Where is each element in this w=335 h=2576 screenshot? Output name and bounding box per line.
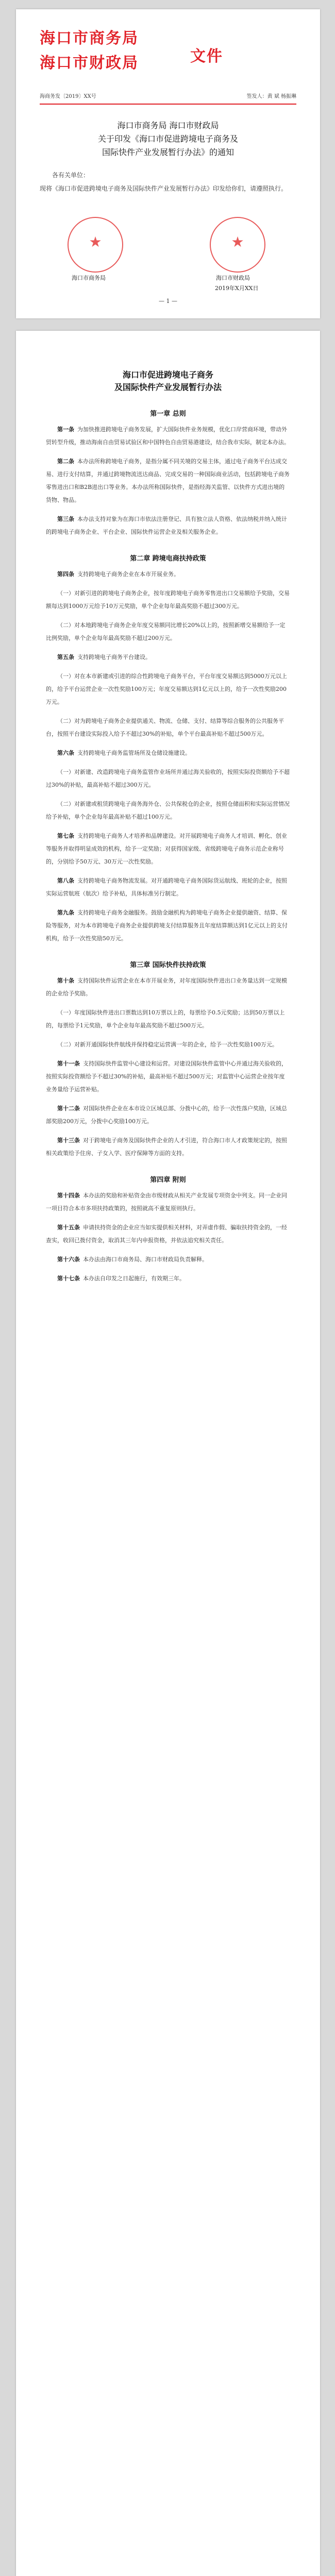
article-text: 本办法所称跨境电子商务，是指分属不同关境的交易主体，通过电子商务平台达成交易、进行支付结算，并通过跨境物流送达商品、完成交易的一种国际商业活动，包括跨境电子商务零售进出口和B2B进出口等业务。本办法所称国际快件，是指经海关监管、以快件方式进出境的货物、物品。	[46, 458, 290, 503]
notice-body-text: 各有关单位： 现将《海口市促进跨境电子商务及国际快件产业发展暂行办法》印发给你们，请遵照执行。	[40, 172, 288, 192]
article-text: 支持跨境电子商务金融服务。鼓励金融机构为跨境电子商务企业提供融资、结算、保险等服务，对为本市跨境电子商务企业提供跨境支付结算服务且年度结算额达到1亿元以上的支付机构，给予一次性奖励50万元。	[46, 909, 288, 942]
article-text: 申请扶持资金的企业应当如实提供相关材料，对弄虚作假、骗取扶持资金的，一经查实，收回已拨付资金，取消其三年内申报资格，并依法追究相关责任。	[46, 1224, 287, 1244]
star-icon: ★	[231, 233, 244, 250]
article-text: 本办法支持对象为在海口市依法注册登记、具有独立法人资格、依法纳税并纳入统计的跨境电子商务企业、平台企业、国际快件运营企业及相关服务企业。	[46, 516, 287, 535]
article-text: 对于跨境电子商务及国际快件企业的人才引进，符合海口市人才政策规定的，按照相关政策给予住房、子女入学、医疗保障等方面的支持。	[46, 1137, 287, 1157]
article	[46, 568, 290, 581]
article-label: 第五条	[57, 654, 74, 660]
article-text: 支持国际快件监管中心建设和运营。对建设国际快件监管中心并通过海关验收的，按照实际投资额给予不超过30%的补贴，最高补贴不超过500万元；对监管中心运营企业按年度业务量给予运营补贴。	[46, 1060, 287, 1093]
article-label: 第四条	[57, 571, 74, 578]
article	[46, 1189, 290, 1215]
article	[46, 651, 290, 664]
article-clause: （二）对本地跨境电子商务企业年度交易额同比增长20%以上的，按照新增交易额给予一定比例奖励，单个企业每年最高奖励不超过200万元。	[46, 622, 286, 641]
measures-title-line2: 及国际快件产业发展暂行办法	[114, 382, 222, 392]
article	[46, 1253, 290, 1266]
article-label: 第九条	[57, 909, 74, 916]
org-name-line1: 海口市商务局	[40, 29, 139, 47]
article	[46, 1134, 290, 1160]
article-clause: （二）对为跨境电子商务企业提供通关、物流、仓储、支付、结算等综合服务的公共服务平台，按照平台建设实际投入给予不超过30%的补贴，单个平台最高补贴不超过500万元。	[46, 718, 284, 737]
article	[46, 455, 290, 506]
article-label: 第十二条	[57, 1105, 80, 1112]
article-label: 第十六条	[57, 1256, 80, 1263]
notice-title-text: 海口市商务局 海口市财政局 关于印发《海口市促进跨境电子商务及 国际快件产业发展暂行办法》的通知	[97, 121, 238, 157]
article	[46, 423, 290, 449]
article	[46, 1272, 290, 1285]
article-label: 第十一条	[57, 1060, 80, 1067]
measures-page	[16, 331, 320, 2576]
article-clause: （二）对新开通国际快件航线并保持稳定运营满一年的企业，给予一次性奖励100万元。	[57, 1041, 278, 1048]
article	[46, 747, 290, 759]
chapter-heading: 第三章 国际快件扶持政策	[130, 961, 206, 969]
article-text: 本办法自印发之日起施行，有效期三年。	[83, 1275, 185, 1282]
article-clause: （二）对新建或租赁跨境电子商务海外仓、公共保税仓的企业，按照仓储面积和实际运营情况给予补贴，单个企业每年最高补贴不超过100万元。	[46, 801, 290, 820]
issue-date: 2019年X月XX日	[215, 285, 259, 292]
chapter-heading: 第一章 总则	[150, 410, 186, 418]
org-name-line2: 海口市财政局	[40, 54, 139, 72]
signer: 签发人：黄 斌 杨振琳	[246, 94, 296, 99]
article-text: 为加快推进跨境电子商务发展，扩大国际快件业务规模，优化口岸营商环境，带动外贸转型升级，推动海南自由贸易试验区和中国特色自由贸易港建设，结合我市实际，制定本办法。	[46, 426, 290, 446]
article	[46, 974, 290, 1000]
article-label: 第三条	[57, 516, 74, 522]
article-label: 第十条	[57, 977, 74, 984]
article-text: 支持跨境电子商务监管场所及仓储设施建设。	[77, 750, 191, 756]
article-text: 支持跨境电子商务平台建设。	[77, 654, 151, 660]
notice-title	[40, 119, 296, 159]
measures-title-line1: 海口市促进跨境电子商务	[122, 370, 213, 380]
article	[46, 513, 290, 538]
document-number: 海商务发〔2019〕XX号	[40, 94, 96, 99]
article	[46, 1221, 290, 1247]
article-clause: （一）对新建、改造跨境电子商务监管作业场所并通过海关验收的，按照实际投资额给予不超过30%的补贴，最高补贴不超过300万元。	[46, 769, 290, 788]
document-word: 文件	[190, 47, 223, 65]
article	[46, 829, 290, 868]
article-label: 第十四条	[57, 1192, 80, 1199]
measures-title	[46, 369, 290, 394]
article	[46, 1057, 290, 1096]
official-seal-2	[210, 217, 265, 273]
article-label: 第二条	[57, 458, 74, 465]
article-clause: （一）年度国际快件进出口票数达到10万票以上的，每票给予0.5元奖励；达到50万票以上的，每票给予1元奖励，单个企业每年最高奖励不超过500万元。	[46, 1009, 285, 1029]
article-label: 第六条	[57, 750, 74, 756]
seal-org-2: 海口市财政局	[216, 275, 250, 281]
notice-body	[40, 168, 296, 195]
notice-page	[16, 9, 320, 318]
article-label: 第一条	[57, 426, 74, 433]
letterhead	[40, 28, 296, 90]
article-text: 本办法的奖励和补贴资金由市级财政从相关产业发展专项资金中列支。同一企业同一项目符合本市多项扶持政策的，按照就高不重复原则执行。	[46, 1192, 287, 1212]
article-label: 第七条	[57, 833, 74, 839]
article-label: 第十三条	[57, 1137, 80, 1144]
doc-meta-row	[40, 92, 296, 99]
article	[46, 906, 290, 945]
red-divider	[40, 104, 296, 105]
article-text: 支持跨境电子商务人才培养和品牌建设。对开展跨境电子商务人才培训、孵化、创业等服务并取得明显成效的机构，给予一定奖励；对获得国家级、省级跨境电子商务示范企业称号的，分别给予50万元、30万元一次性奖励。	[46, 833, 287, 865]
article-text: 支持跨境电子商务物流发展。对开通跨境电子商务国际货运航线、班轮的企业，按照实际运营航班（航次）给予补贴，具体标准另行制定。	[46, 877, 287, 897]
article-label: 第十七条	[57, 1275, 80, 1282]
article-text: 支持跨境电子商务企业在本市开展业务。	[77, 571, 179, 578]
article-text: 对国际快件企业在本市设立区域总部、分拨中心的，给予一次性落户奖励，区域总部奖励200万元，分拨中心奖励100万元。	[46, 1105, 287, 1125]
article-label: 第八条	[57, 877, 74, 884]
article	[46, 1102, 290, 1128]
page-number: — 1 —	[159, 298, 177, 304]
seal-row	[40, 213, 296, 290]
article-text: 本办法由海口市商务局、海口市财政局负责解释。	[83, 1256, 208, 1263]
article-label: 第十五条	[57, 1224, 80, 1231]
article-text: 支持国际快件运营企业在本市开展业务，对年度国际快件进出口业务量达到一定规模的企业给予奖励。	[46, 977, 287, 997]
star-icon: ★	[89, 233, 102, 250]
article-clause: （一）对新引进的跨境电子商务企业，按年度跨境电子商务零售进出口交易额给予奖励，交易额每达到1000万元给予10万元奖励，单个企业每年最高奖励不超过300万元。	[46, 590, 290, 609]
official-seal-1	[68, 217, 123, 273]
chapter-heading: 第四章 附则	[150, 1176, 186, 1184]
chapter-heading: 第二章 跨境电商扶持政策	[130, 555, 206, 563]
article	[46, 874, 290, 900]
article-clause: （一）对在本市新建或引进的综合性跨境电子商务平台，平台年度交易额达到5000万元以上的，给予平台运营企业一次性奖励100万元；年度交易额达到1亿元以上的，给予一次性奖励200万元。	[46, 673, 287, 705]
seal-org-1: 海口市商务局	[72, 275, 106, 281]
